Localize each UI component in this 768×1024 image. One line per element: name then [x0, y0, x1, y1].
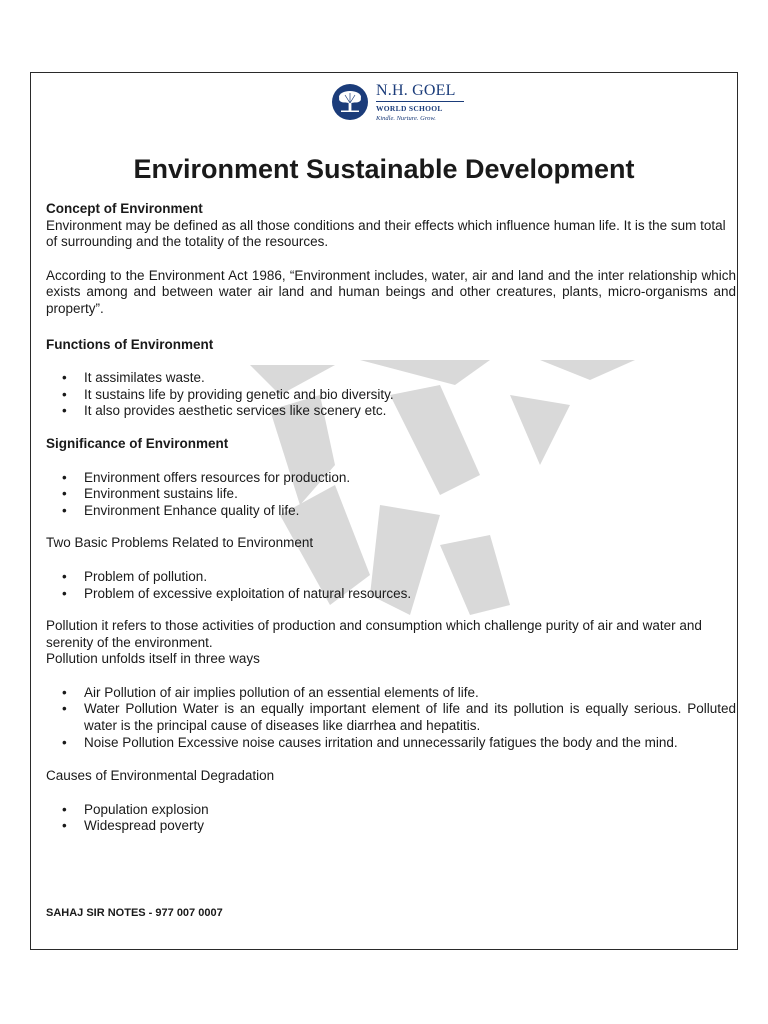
list-item: • Environment sustains life.: [84, 486, 736, 503]
problems-heading: Two Basic Problems Related to Environment: [46, 535, 314, 551]
list-item: • It sustains life by providing genetic and bio diversity.: [84, 387, 736, 404]
list-item: • Water Pollution Water is an equally important element of life and its pollution is equally serious. Polluted water is the principal cause of diseases like diarrhea and hepatitis.: [84, 701, 736, 734]
list-item: • It assimilates waste.: [84, 370, 736, 387]
causes-heading: Causes of Environmental Degradation: [46, 768, 275, 784]
school-name: N.H. GOEL: [376, 82, 456, 99]
significance-heading: Significance of Environment: [46, 435, 229, 451]
footer-note: SAHAJ SIR NOTES - 977 007 0007: [46, 907, 223, 919]
list-item: • Noise Pollution Excessive noise causes irritation and unnecessarily fatigues the body and the mind.: [84, 735, 736, 752]
list-item: • Air Pollution of air implies pollution of an essential elements of life.: [84, 685, 736, 702]
functions-heading: Functions of Environment: [46, 336, 214, 352]
list-item: • Environment offers resources for production.: [84, 470, 736, 487]
list-item: • Environment Enhance quality of life.: [84, 503, 736, 520]
list-item: • Problem of excessive exploitation of natural resources.: [84, 586, 736, 603]
pollution-list: [46, 685, 736, 751]
logo-divider: [376, 101, 464, 102]
problems-list: [46, 569, 736, 602]
school-logo: [331, 82, 471, 132]
act-paragraph: According to the Environment Act 1986, “Environment includes, water, air and land and the inter relationship which exists among and between water air land and human beings and other creatures, plants, micro-organisms and property”.: [46, 267, 736, 316]
concept-heading: Concept of Environment: [46, 201, 203, 216]
pollution-text: Pollution it refers to those activities of production and consumption which challenge purity of air and water and serenity of the environment.: [46, 618, 702, 650]
school-subtitle: WORLD SCHOOL: [376, 104, 443, 113]
list-item: • Problem of pollution.: [84, 569, 736, 586]
functions-list: [46, 370, 736, 420]
pollution-ways-text: Pollution unfolds itself in three ways: [46, 651, 260, 667]
tree-emblem-icon: [331, 83, 369, 121]
list-item: • Population explosion: [84, 802, 736, 819]
list-item: • Widespread poverty: [84, 818, 736, 835]
concept-text: Environment may be defined as all those conditions and their effects which influence human life. It is the sum total of surrounding and the totality of the resources.: [46, 217, 726, 250]
document-body: [46, 201, 736, 835]
list-item: • It also provides aesthetic services like scenery etc.: [84, 403, 736, 420]
school-tagline: Kindle. Nurture. Grow.: [376, 115, 436, 122]
causes-list: [46, 802, 736, 835]
page-title: Environment Sustainable Development: [133, 154, 635, 184]
significance-list: [46, 470, 736, 520]
